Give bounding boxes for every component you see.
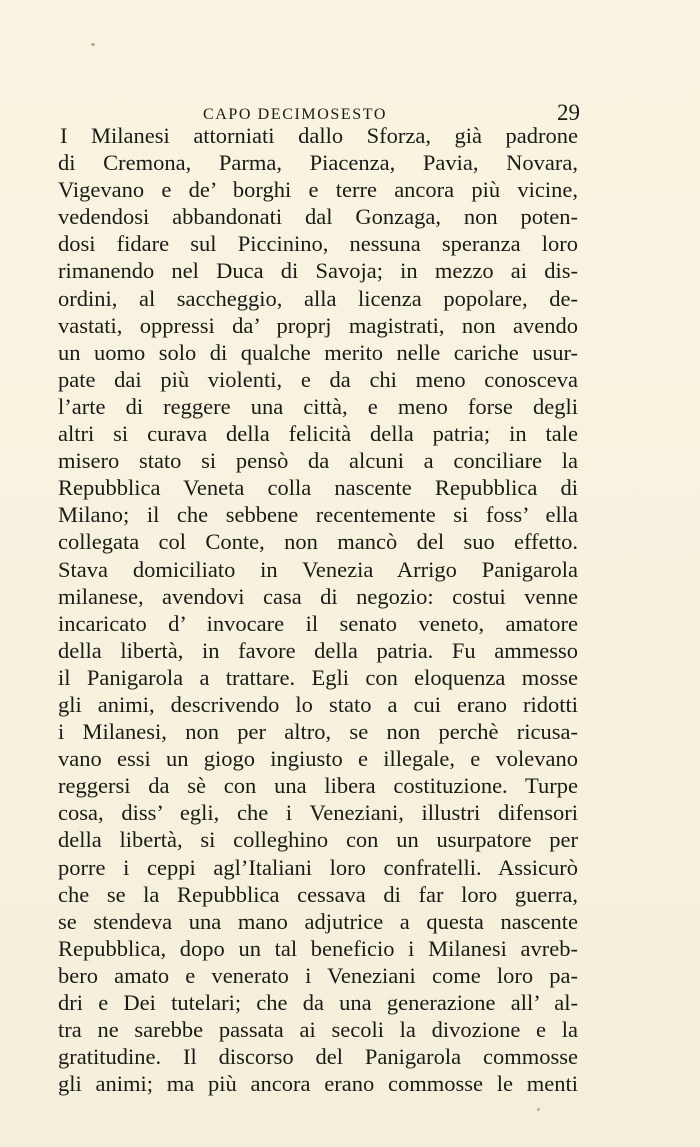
page-number: 29 xyxy=(557,100,580,125)
text-line: milanese, avendovi casa di negozio: costui venne xyxy=(58,583,578,609)
text-line: Repubblica, dopo un tal beneficio i Milanesi avreb- xyxy=(58,935,578,961)
text-line: della libertà, in favore della patria. Fu ammesso xyxy=(58,637,578,663)
text-line: bero amato e venerato i Veneziani come loro pa- xyxy=(58,962,578,988)
running-head: CAPO DECIMOSESTO xyxy=(203,106,387,123)
ink-speck xyxy=(91,43,95,46)
text-line: Repubblica Veneta colla nascente Repubblica di xyxy=(58,475,578,501)
text-line: che se la Repubblica cessava di far loro guerra, xyxy=(58,881,578,907)
text-line: Vigevano e de’ borghi e terre ancora più vicine, xyxy=(58,177,578,203)
text-line: misero stato si pensò da alcuni a conciliare la xyxy=(58,448,578,474)
text-line: vastati, oppressi da’ proprj magistrati, non avendo xyxy=(58,312,578,338)
text-line: se stendeva una mano adjutrice a questa nascente xyxy=(58,908,578,934)
text-line: di Cremona, Parma, Piacenza, Pavia, Novara, xyxy=(58,150,578,176)
body-text xyxy=(58,122,578,1097)
text-line: porre i ceppi agl’Italiani loro confratelli. Assicurò xyxy=(58,854,578,880)
text-line: Milano; il che sebbene recentemente si foss’ ella xyxy=(58,502,578,528)
text-line: tra ne sarebbe passata ai secoli la divozione e la xyxy=(58,1017,578,1043)
text-line: dri e Dei tutelari; che da una generazione all’ al- xyxy=(58,990,578,1015)
text-line: gli animi; ma più ancora erano commosse le menti xyxy=(58,1071,578,1097)
text-line: vano essi un giogo ingiusto e illegale, e volevano xyxy=(58,746,578,772)
text-line: l’arte di reggere una città, e meno forse degli xyxy=(58,393,578,419)
text-line: altri si curava della felicità della patria; in tale xyxy=(58,421,578,447)
text-line: rimanendo nel Duca di Savoja; in mezzo ai dis- xyxy=(58,258,578,284)
text-line: Stava domiciliato in Venezia Arrigo Panigarola xyxy=(58,556,578,582)
text-line: dosi fidare sul Piccinino, nessuna speranza loro xyxy=(58,231,578,257)
text-line: gratitudine. Il discorso del Panigarola commosse xyxy=(58,1044,578,1070)
text-line: cosa, diss’ egli, che i Veneziani, illustri difensori xyxy=(58,800,578,826)
text-line: reggersi da sè con una libera costituzione. Turpe xyxy=(58,773,578,799)
text-line: pate dai più violenti, e da chi meno conosceva xyxy=(58,366,578,392)
ink-speck xyxy=(537,1108,540,1111)
text-line: un uomo solo di qualche merito nelle cariche usur- xyxy=(58,339,578,365)
text-line: ordini, al saccheggio, alla licenza popolare, de- xyxy=(58,285,578,311)
text-line: collegata col Conte, non mancò del suo effetto. xyxy=(58,529,578,555)
text-line: I Milanesi attorniati dallo Sforza, già padrone xyxy=(60,123,578,148)
text-line: gli animi, descrivendo lo stato a cui erano ridotti xyxy=(58,691,578,717)
text-line: incaricato d’ invocare il senato veneto, amatore xyxy=(58,610,578,636)
text-line: il Panigarola a trattare. Egli con eloquenza mosse xyxy=(58,664,578,690)
text-line: della libertà, si colleghino con un usurpatore per xyxy=(58,827,578,853)
text-line: i Milanesi, non per altro, se non perchè ricusa- xyxy=(58,719,578,745)
text-line: vedendosi abbandonati dal Gonzaga, non poten- xyxy=(58,204,578,230)
